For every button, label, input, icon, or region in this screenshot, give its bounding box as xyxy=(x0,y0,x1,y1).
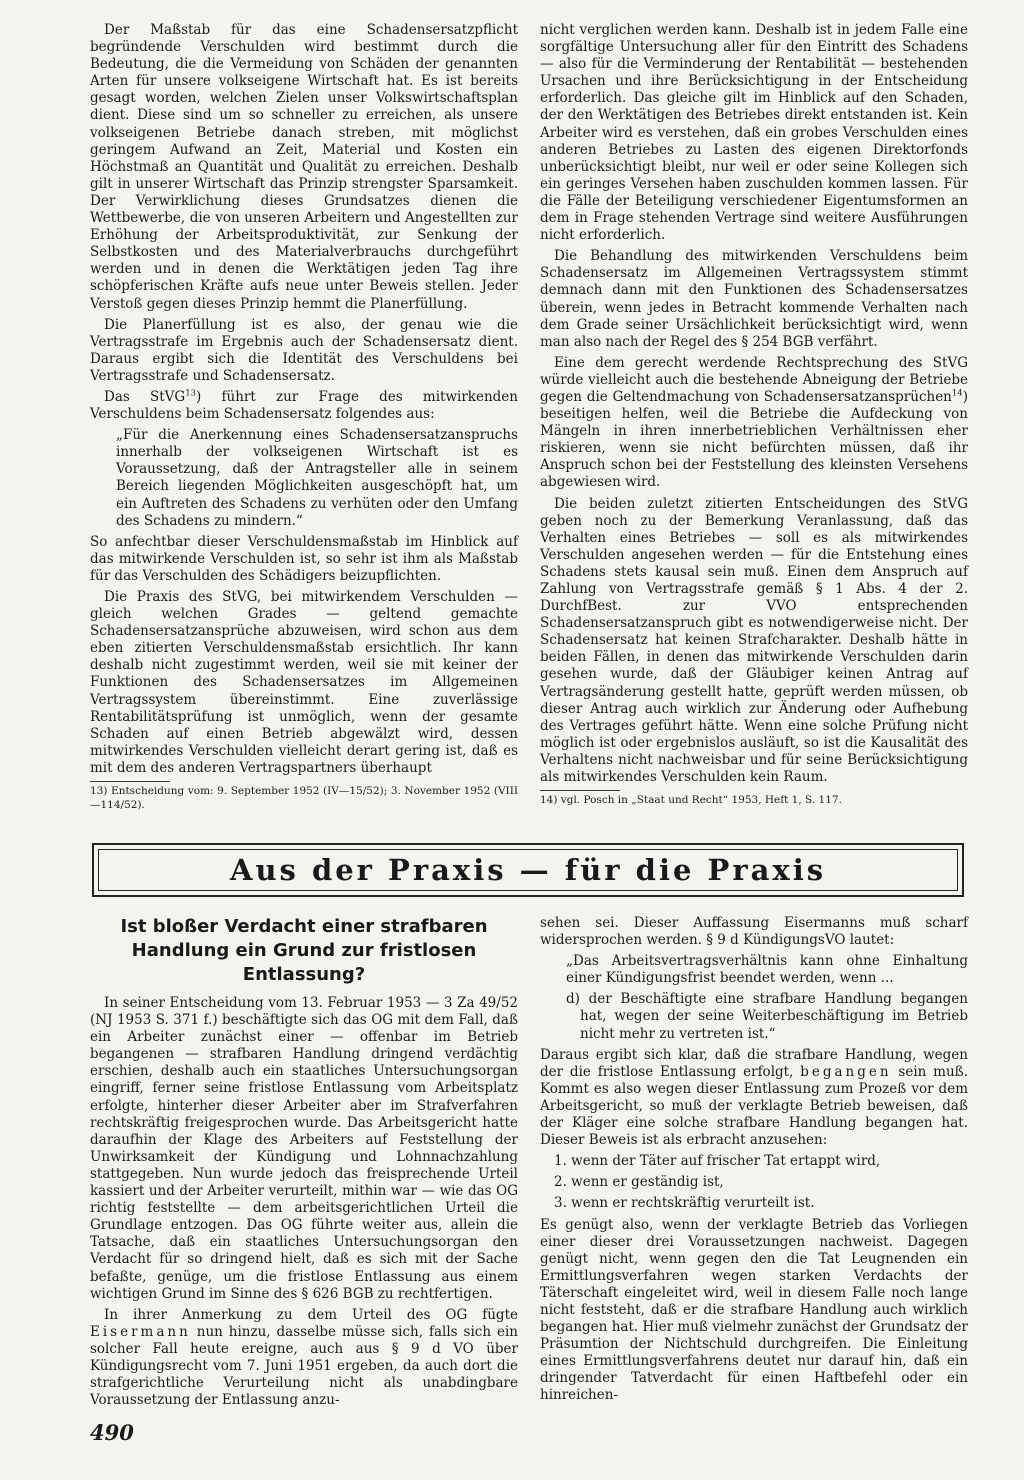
paragraph: Die beiden zuletzt zitierten Entscheidungen des StVG geben noch zu der Bemerkung Veranlassung, daß das Verhalten eines Betriebes — soll es als mitwirkendes Verschulden angesehen werden — für die Entstehung eines Schadens stets kausal sein muß. Einen dem Anspruch auf Zahlung von Vertragsstrafe gemäß § 1 Abs. 4 der 2. DurchfBest. zur VVO entsprechenden Schadensersatzanspruch gibt es notwendigerweise nicht. Der Schadensersatz hat keinen Strafcharakter. Deshalb hätte in beiden Fällen, in denen das mitwirkende Verschulden darin gesehen wurde, daß der Gläubiger keinen Antrag auf Vertragsänderung gestellt hatte, geprüft werden müssen, ob dieser Antrag auch wirklich zur Änderung oder Aufhebung des Vertrages geführt hätte. Wenn eine solche Prüfung nicht möglich ist oder ergebnislos ausläuft, so ist die Kausalität des Verhaltens nicht nachweisbar und für seine Berücksichtigung als mitwirkendes Verschulden kein Raum. xyxy=(540,495,968,786)
article-column-1 xyxy=(90,22,518,816)
footnote-rule xyxy=(90,781,170,782)
list-item: 3. wenn er rechtskräftig verurteilt ist. xyxy=(554,1195,815,1212)
list-item: 1. wenn der Täter auf frischer Tat ertappt wird, xyxy=(554,1153,881,1170)
spaced-name: Eisermann xyxy=(90,1323,191,1340)
footnote-ref: 13 xyxy=(185,388,197,399)
section-title: Aus der Praxis — für die Praxis xyxy=(229,853,827,887)
paragraph: nicht verglichen werden kann. Deshalb ist in jedem Falle eine sorgfältige Untersuchung aller für den Eintritt des Schadens — also für die Verminderung der Rentabilität — bestehenden Ursachen und ihre Berücksichtigung in der Entscheidung erforderlich. Das gleiche gilt im Hinblick auf den Schaden, der den Werktätigen des Betriebes direkt entstanden ist. Kein Arbeiter wird es verstehen, daß ein grobes Verschulden eines anderen Betriebes zu Lasten des eigenen Direktorfonds unberücksichtigt bleibt, nur weil er oder seine Kollegen sich ein geringes Versehen haben zuschulden kommen lassen. Für die Fälle der Beteiligung verschiedener Eigentumsformen an dem in Frage stehenden Vertrage sind weitere Ausführungen nicht erforderlich. xyxy=(540,22,968,244)
block-quote: „Für die Anerkennung eines Schadensersatzanspruchs innerhalb der volkseigenen Wirtschaft ist es Voraussetzung, daß der Antragsteller alle in seinem Bereich liegenden Möglichkeiten ausgeschöpft hat, um ein Auftreten des Schadens zu verhüten oder den Umfang des Schadens zu mindern.“ xyxy=(116,427,518,529)
paragraph: Daraus ergibt sich klar, daß die strafbare Handlung, wegen der die fristlose Entlassung erfolgt, begangen sein muß. Kommt es also wegen dieser Entlassung zum Prozeß vor dem Arbeitsgericht, so muß der verklagte Betrieb beweisen, daß der Kläger eine solche strafbare Handlung begangen hat. Dieser Beweis ist als erbracht anzusehen: xyxy=(540,1046,968,1149)
paragraph: Eine dem gerecht werdende Rechtsprechung des StVG würde vielleicht auch die bestehende Abneigung der Betriebe gegen die Geltendmachung von Schadensersatzansprüchen$^{14}$) beseitigen helfen, weil die Betriebe die Aufdeckung von Mängeln in ihren innerbetrieblichen Verhältnissen eher riskieren, wenn sie nicht befürchten müssen, daß ihr Anspruch schon bei der Feststellung des kleinsten Versehens abgewiesen wird. xyxy=(540,354,968,491)
article-column-4 xyxy=(540,915,968,1409)
article-column-2 xyxy=(540,22,968,812)
footnote-ref: 14 xyxy=(951,388,963,399)
list-item: 2. wenn er geständig ist, xyxy=(554,1174,724,1191)
section-banner xyxy=(92,843,964,897)
block-quote: „Das Arbeitsvertragsverhältnis kann ohne Einhaltung einer Kündigungsfrist beendet werden, wenn ... d) der Beschäftigte eine strafbare Handlung begangen hat, wegen der seine Weiterbeschäftigung im Betrieb nicht mehr zu vertreten ist.“ xyxy=(566,953,968,1042)
paragraph: So anfechtbar dieser Verschuldensmaßstab im Hinblick auf das mitwirkende Verschulden ist, so sehr ist ihm als Maßstab für das Verschulden des Schädigers beizupflichten. xyxy=(90,533,518,584)
article-headline: Ist bloßer Verdacht einer strafbaren Handlung ein Grund zur fristlosen Entlassung? xyxy=(120,916,488,985)
footnote: 14) vgl. Posch in „Staat und Recht“ 1953, Heft 1, S. 117. xyxy=(540,794,842,807)
article-column-3 xyxy=(90,915,518,1413)
paragraph: In ihrer Anmerkung zu dem Urteil des OG fügte Eisermann nun hinzu, dasselbe müsse sich, falls sich ein solcher Fall heute ereigne, auch aus § 9 d VO über Kündigungsrecht vom 7. Juni 1951 ergeben, da auch dort die strafgerichtliche Verurteilung nicht als unabdingbare Voraussetzung der Entlassung anzu- xyxy=(90,1306,518,1409)
paragraph: Die Planerfüllung ist es also, der genau wie die Vertragsstrafe im Ergebnis auch der Schadensersatz dient. Daraus ergibt sich die Identität des Verschuldens bei Vertragsstrafe und Schadensersatz. xyxy=(90,316,518,384)
paragraph: Es genügt also, wenn der verklagte Betrieb das Vorliegen einer dieser drei Voraussetzungen nachweist. Dagegen genügt nicht, wenn gegen den die Tat Leugnenden ein Ermittlungsverfahren wegen starken Verdachts der Täterschaft eingeleitet wird, weil in diesem Falle noch lange nicht feststeht, daß er die strafbare Handlung auch wirklich begangen hat. Hier muß vielmehr zunächst der Grundsatz der Präsumtion der Nichtschuld durchgreifen. Die Einleitung eines Ermittlungsverfahrens deutet nur darauf hin, daß ein dringender Tatverdacht für einen Haftbefehl oder ein hinreichen- xyxy=(540,1216,968,1404)
paragraph: Die Praxis des StVG, bei mitwirkendem Verschulden — gleich welchen Grades — geltend gemachte Schadensersatzansprüche abzuweisen, wird schon aus dem eben zitierten Verschuldensmaßstab ersichtlich. Ihr kann deshalb nicht zugestimmt werden, weil sie mit keiner der Funktionen des Schadensersatzes im Allgemeinen Vertragssystem übereinstimmt. Eine zuverlässige Rentabilitätsprüfung ist unmöglich, wenn der gesamte Schaden auf einen Betrieb abgewälzt wird, dessen mitwirkendes Verschulden vielleicht derart gering ist, daß es mit dem des anderen Vertragspartners überhaupt xyxy=(90,589,518,776)
paragraph: Die Behandlung des mitwirkenden Verschuldens beim Schadensersatz im Allgemeinen Vertragssystem stimmt demnach dann mit den Funktionen des Schadensersatzes überein, wenn jedes in Betracht kommende Verhalten nach dem Grade seiner Ursächlichkeit berücksichtigt wird, wenn man also nach der Regel des § 254 BGB verfährt. xyxy=(540,248,968,350)
page-number: 490 xyxy=(90,1420,134,1445)
footnote-rule xyxy=(540,790,620,791)
footnote: 13) Entscheidung vom: 9. September 1952 (IV—15/52); 3. November 1952 (VIII—114/52). xyxy=(90,785,518,811)
paragraph: sehen sei. Dieser Auffassung Eisermanns muß scharf widersprochen werden. § 9 d KündigungsVO lautet: xyxy=(540,915,968,949)
paragraph: Der Maßstab für das eine Schadensersatzpflicht begründende Verschulden wird bestimmt durch die Bedeutung, die die Vermeidung von Schäden der genannten Arten für unsere volkseigene Wirtschaft hat. Es ist bereits gesagt worden, welchen Zielen unser Volkswirtschaftsplan dient. Diese sind um so schneller zu erreichen, als unsere volkseigenen Betriebe danach streben, mit möglichst geringem Aufwand an Zeit, Material und Kosten ein Höchstmaß an Quantität und Qualität zu erreichen. Deshalb gilt in unserer Wirtschaft das Prinzip strengster Sparsamkeit. Der Verwirklichung dieses Grundsatzes dienen die Wettbewerbe, die von unseren Arbeitern und Angestellten zur Erhöhung der Arbeitsproduktivität, zur Senkung der Selbstkosten und des Materialverbrauchs durchgeführt werden und in denen die Werktätigen jeden Tag ihre schöpferischen Kräfte aufs neue unter Beweis stellen. Jeder Verstoß gegen dieses Prinzip hemmt die Planerfüllung. xyxy=(90,22,518,312)
paragraph: In seiner Entscheidung vom 13. Februar 1953 — 3 Za 49/52 (NJ 1953 S. 371 f.) beschäftigte sich das OG mit dem Fall, daß ein Arbeiter zunächst einer — offenbar im Betrieb begangenen — strafbaren Handlung dringend verdächtig erschien, deshalb auch ein staatliches Untersuchungsorgan eingriff, ferner seine fristlose Entlassung vom Arbeitsplatz erfolgte, hinterher dieser Arbeiter aber im Strafverfahren rechtskräftig freigesprochen wurde. Das Arbeitsgericht hatte daraufhin der Klage des Arbeiters auf Feststellung der Unwirksamkeit der Kündigung und Lohnnachzahlung stattgegeben. Nun wurde jedoch das freisprechende Urteil kassiert und der Arbeiter verurteilt, mithin war — wie das OG richtig feststellte — dem arbeitsgerichtlichen Urteil die Grundlage entzogen. Das OG führte weiter aus, allein die Tatsache, daß ein staatliches Untersuchungsorgan den Verdacht für so dringend hielt, daß es sich mit der Sache befaßte, genüge, um die fristlose Entlassung aus einem wichtigen Grund im Sinne des § 626 BGB zu rechtfertigen. xyxy=(90,995,518,1302)
paragraph: Das StVG$^{13}$) führt zur Frage des mitwirkenden Verschuldens beim Schadensersatz folgendes aus: xyxy=(90,388,518,423)
spaced-emphasis: begangen xyxy=(800,1063,892,1080)
